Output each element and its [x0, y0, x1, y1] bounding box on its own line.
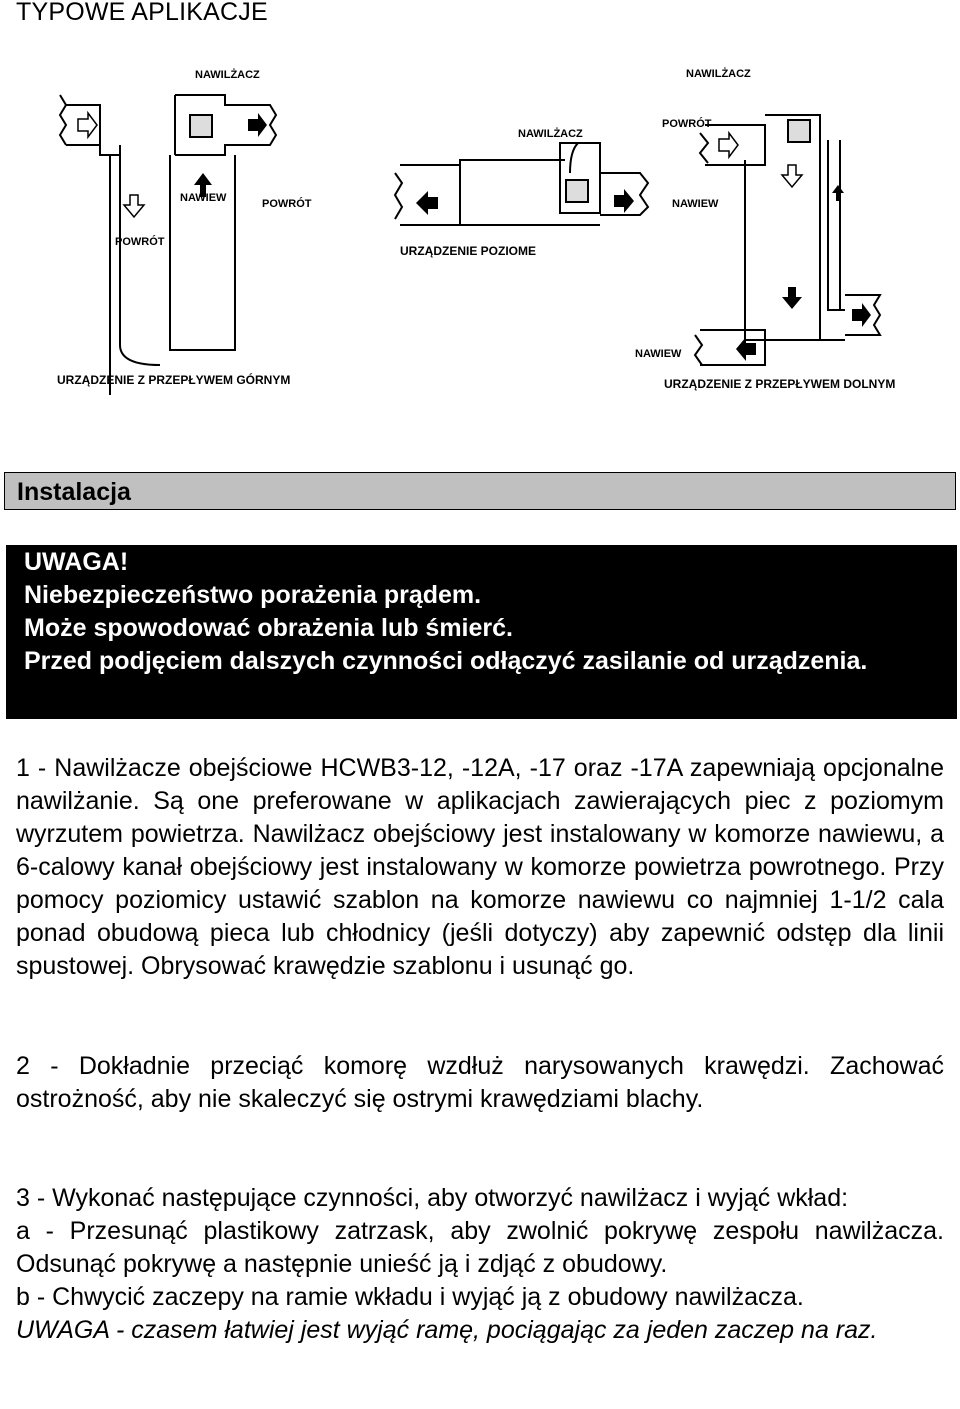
right-plenum — [765, 115, 845, 340]
arrow-left-icon — [416, 191, 438, 215]
section-title: Instalacja — [17, 478, 131, 506]
arrow-right-icon — [852, 303, 871, 327]
left-return-column — [100, 105, 110, 395]
right-return-label: POWRÓT — [662, 118, 712, 130]
middle-return-label: POWRÓT — [262, 198, 312, 210]
warning-title: UWAGA! — [24, 548, 129, 576]
middle-caption: URZĄDZENIE POZIOME — [400, 244, 537, 258]
step-3 — [16, 1182, 944, 1347]
diagram-horizontal — [395, 143, 648, 225]
step-3a: a - Przesunąć plastikowy zatrzask, aby zwolnić pokrywę zespołu nawilżacza. Odsunąć pokrywę a następnie unieść ją i zdjąć z obudowy. — [16, 1217, 944, 1278]
step-1-text: 1 - Nawilżacze obejściowe HCWB3-12, -12A, -17 oraz -17A zapewniają opcjonalne nawilżanie. Są one preferowane w aplikacjach zawierających piec z poziomym wyrzutem powietrza. Nawilżacz obejściowy jest instalowany w komorze nawiewu, a 6-calowy kanał obejściowy jest instalowany w komorze powietrza powrotnego. Przy pomocy poziomicy ustawić szablon na komorze nawiewu co najmniej 1-1/2 cala ponad obudową pieca lub chłodnicy (jeśli dotyczy) aby zapewnić odstęp dla linii spustowej. Obrysować krawędzie szablonu i usunąć go. — [16, 754, 944, 980]
right-supply-upper-label: NAWIEW — [672, 198, 719, 210]
application-diagrams — [0, 55, 960, 400]
left-arrows — [78, 113, 267, 217]
right-arrows — [719, 133, 871, 361]
warning-line-shock: Niebezpieczeństwo porażenia prądem. — [24, 581, 482, 609]
page-title: TYPOWE APLIKACJE — [16, 0, 268, 26]
diagram-upflow — [60, 95, 276, 395]
right-supply-lower-label: NAWIEW — [635, 348, 682, 360]
right-caption: URZĄDZENIE Z PRZEPŁYWEM DOLNYM — [664, 377, 896, 391]
warning-line-power: Przed podjęciem dalszych czynności odłączyć zasilanie od urządzenia. — [24, 647, 868, 675]
step-3b: b - Chwycić zaczepy na ramie wkładu i wyjąć ją z obudowy nawilżacza. — [16, 1283, 804, 1311]
right-return-duct — [705, 125, 765, 165]
middle-return-duct — [400, 165, 460, 225]
step-1 — [16, 752, 944, 983]
middle-humidifier-label: NAWILŻACZ — [518, 128, 583, 140]
arrow-right-icon — [719, 133, 738, 157]
middle-arrows — [416, 189, 634, 215]
left-return-duct-left — [66, 105, 100, 145]
arrow-up-icon — [832, 185, 844, 201]
arrow-down-icon — [124, 195, 144, 217]
left-humidifier-label: NAWILŻACZ — [195, 69, 260, 81]
arrow-right-icon — [614, 189, 634, 213]
right-humidifier-label: NAWILŻACZ — [686, 68, 751, 80]
left-caption: URZĄDZENIE Z PRZEPŁYWEM GÓRNYM — [57, 373, 291, 387]
left-supply-label: NAWIEW — [180, 192, 227, 204]
left-return-label: POWRÓT — [115, 236, 165, 248]
right-furnace-body — [745, 160, 828, 340]
section-header — [4, 472, 956, 510]
arrow-right-icon — [78, 113, 97, 137]
arrow-right-icon — [248, 113, 267, 137]
arrow-down-icon — [782, 165, 802, 187]
right-bypass-duct — [828, 140, 845, 310]
step-2 — [16, 1050, 944, 1116]
step-3-note: UWAGA - czasem łatwiej jest wyjąć ramę, pociągając za jeden zaczep na raz. — [16, 1316, 878, 1344]
warning-box — [6, 545, 957, 719]
arrow-down-icon — [782, 287, 802, 309]
step-3-intro: 3 - Wykonać następujące czynności, aby otworzyć nawilżacz i wyjąć wkład: — [16, 1184, 849, 1212]
diagram-downflow — [695, 115, 880, 365]
step-2-text: 2 - Dokładnie przeciąć komorę wzdłuż narysowanych krawędzi. Zachować ostrożność, aby nie skaleczyć się ostrymi krawędziami blachy. — [16, 1052, 944, 1113]
warning-line-injury: Może spowodować obrażenia lub śmierć. — [24, 614, 513, 642]
